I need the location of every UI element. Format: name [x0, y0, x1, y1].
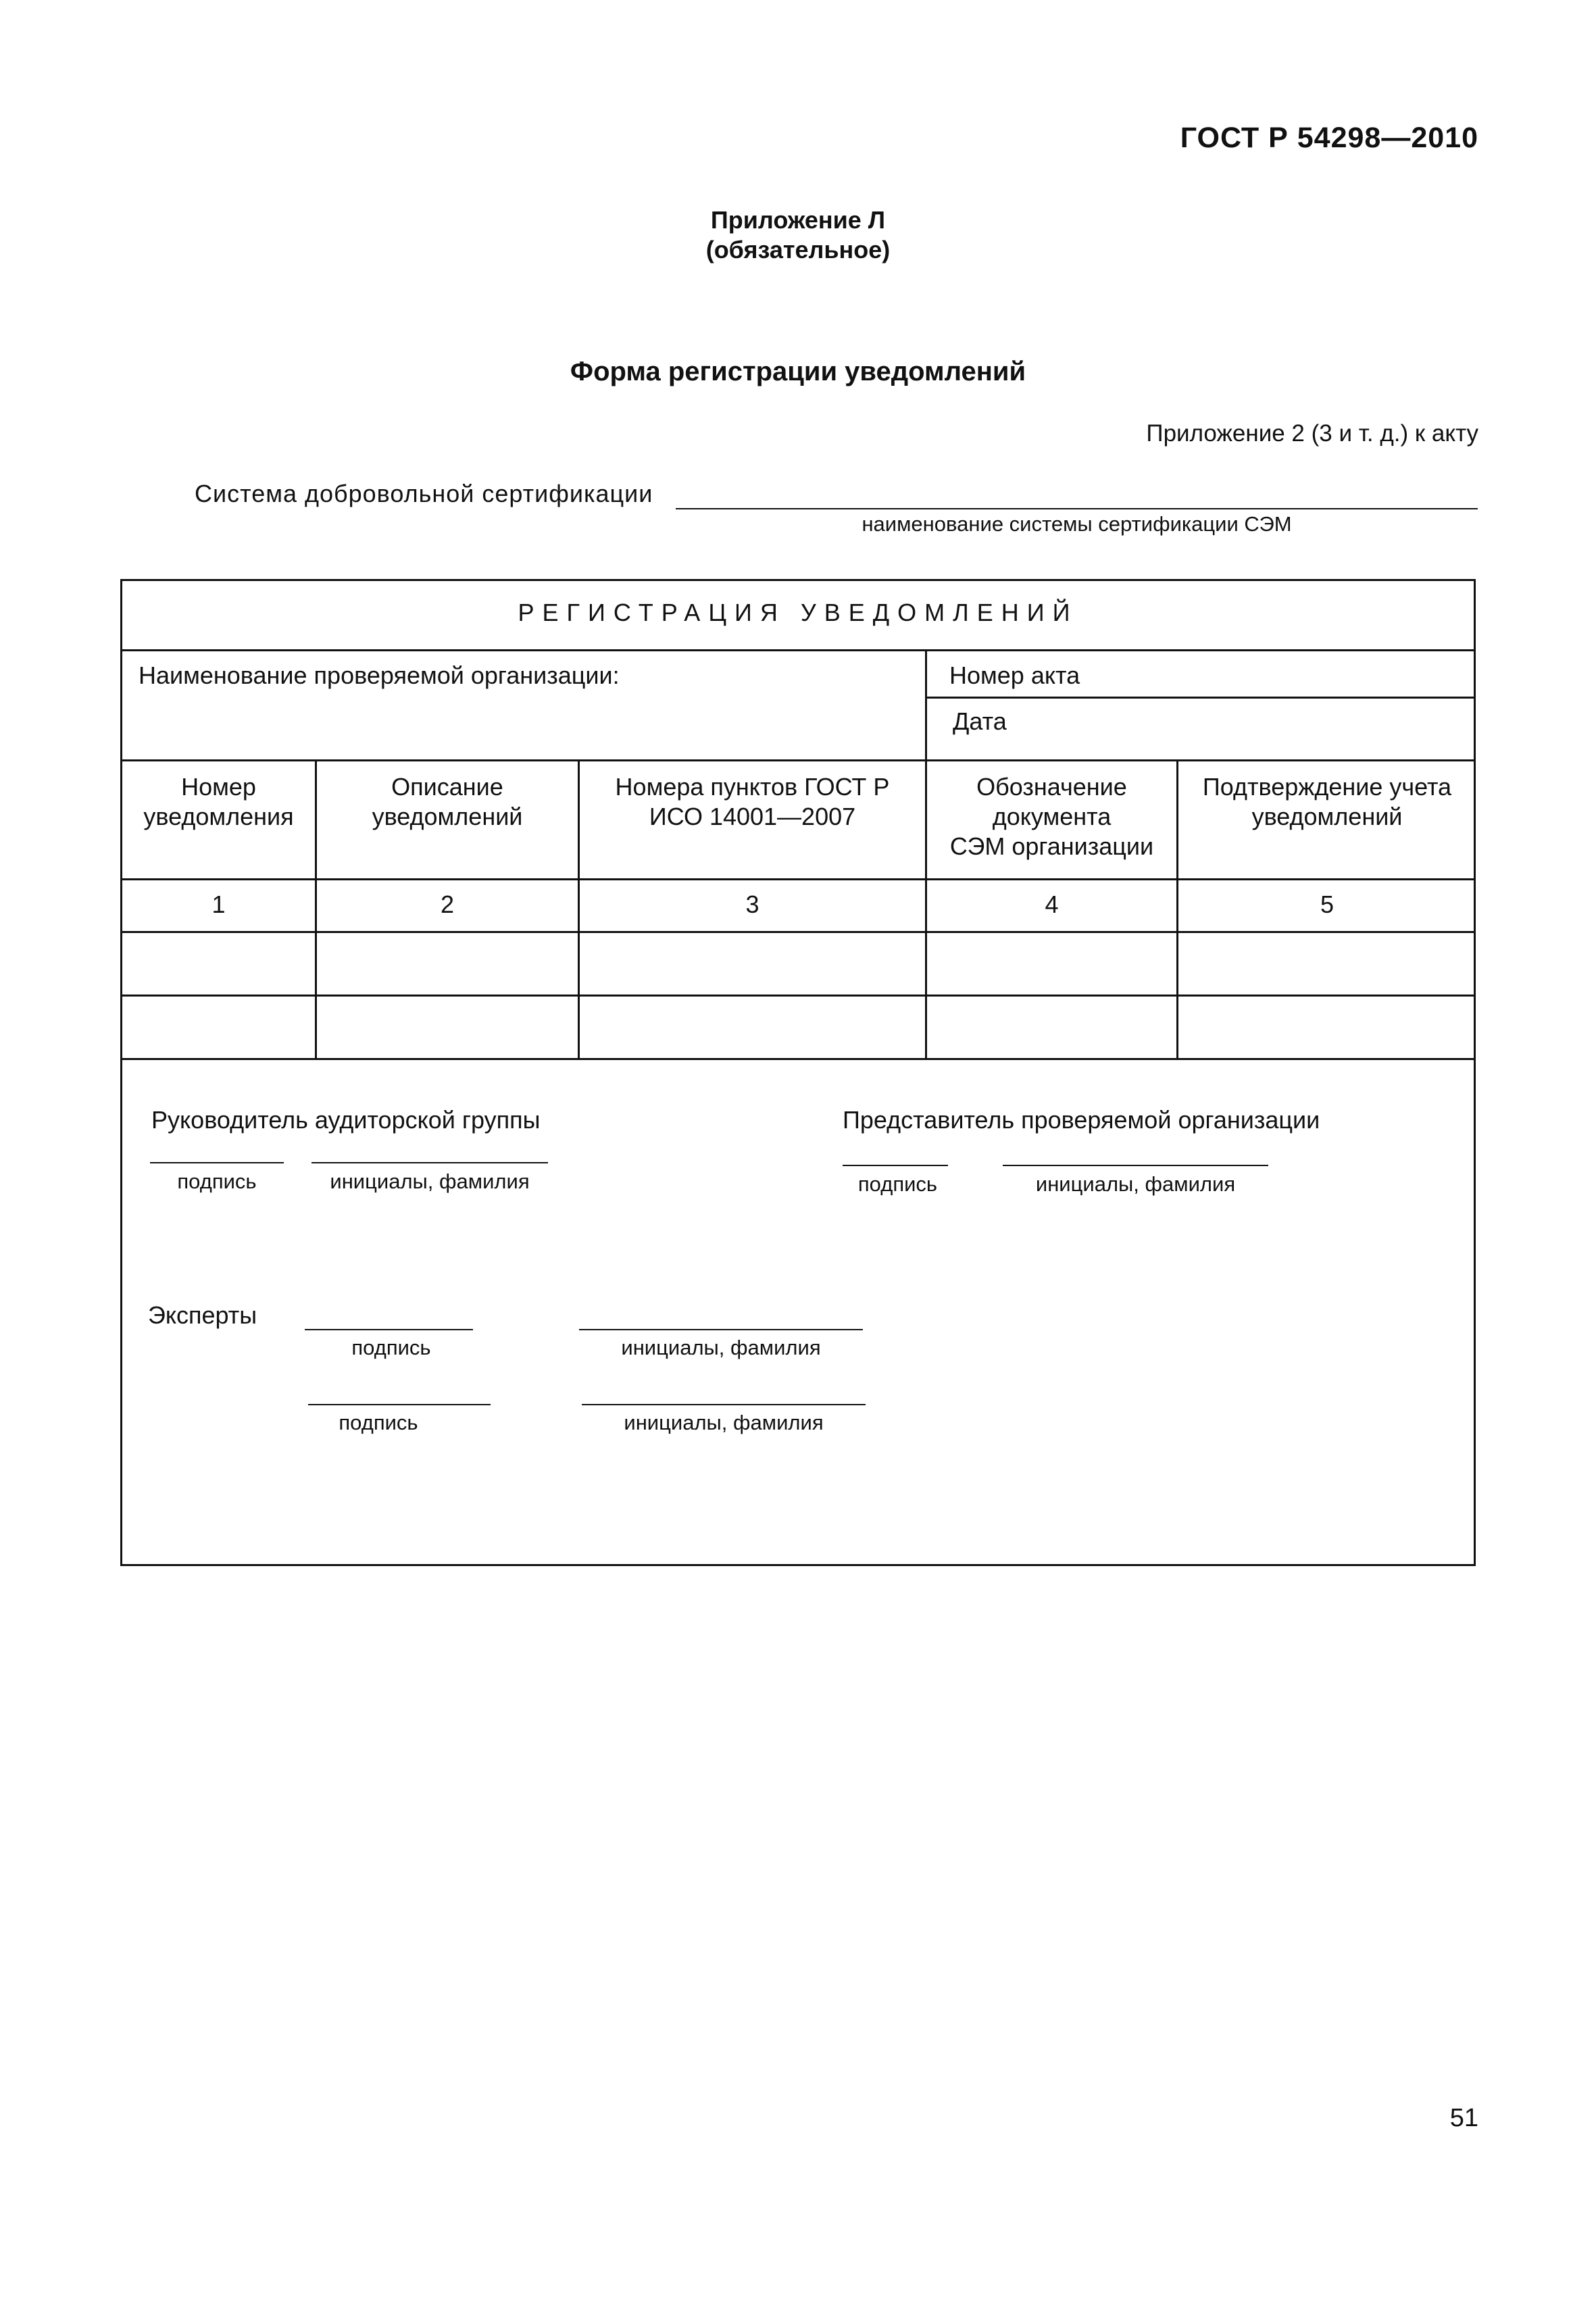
leader-name-line[interactable]: [311, 1162, 548, 1163]
column-number: 2: [440, 890, 455, 918]
name-caption: инициалы, фамилия: [1035, 1172, 1236, 1196]
signature-caption: подпись: [339, 1411, 418, 1434]
form-title: Форма регистрации уведомлений: [570, 357, 1026, 386]
audit-team-leader-label: Руководитель аудиторской группы: [151, 1106, 541, 1134]
name-caption: инициалы, фамилия: [621, 1336, 821, 1359]
table-rule: [120, 878, 1476, 880]
standard-code: ГОСТ Р 54298—2010: [1180, 122, 1478, 154]
signature-caption: подпись: [177, 1169, 257, 1193]
date-label: Дата: [953, 707, 1007, 735]
table-rule: [925, 697, 1476, 699]
representative-signature-line[interactable]: [843, 1165, 948, 1166]
column-header-ems-document: Обозначение документа СЭМ организации: [949, 773, 1154, 860]
table-rule: [120, 649, 1476, 651]
column-header-standard-clauses: Номера пунктов ГОСТ Р ИСО 14001—2007: [615, 773, 890, 830]
table-rule: [925, 649, 927, 759]
expert-signature-line[interactable]: [308, 1404, 491, 1405]
certification-system-line[interactable]: [676, 508, 1478, 509]
table-rule: [120, 759, 1476, 761]
expert-name-line[interactable]: [582, 1404, 866, 1405]
name-caption: инициалы, фамилия: [330, 1169, 530, 1193]
appendix-title: Приложение Л: [710, 206, 886, 234]
table-rule: [120, 1058, 1476, 1060]
page-number: 51: [1449, 2104, 1478, 2132]
representative-name-line[interactable]: [1003, 1165, 1268, 1166]
column-number: 1: [211, 890, 226, 918]
column-number: 4: [1045, 890, 1059, 918]
organization-representative-label: Представитель проверяемой организации: [843, 1106, 1320, 1134]
column-number: 3: [745, 890, 759, 918]
act-number-label: Номер акта: [949, 661, 1080, 689]
certification-system-label: Система добровольной сертификации: [195, 480, 653, 507]
leader-signature-line[interactable]: [150, 1162, 284, 1163]
registration-table-title: РЕГИСТРАЦИЯ УВЕДОМЛЕНИЙ: [518, 599, 1078, 626]
experts-label: Эксперты: [148, 1301, 257, 1329]
signature-caption: подпись: [351, 1336, 431, 1359]
organization-name-label: Наименование проверяемой организации:: [139, 661, 620, 689]
expert-name-line[interactable]: [579, 1329, 863, 1330]
column-header-notice-description: Описание уведомлений: [372, 773, 523, 830]
signature-caption: подпись: [857, 1172, 938, 1196]
column-number: 5: [1320, 890, 1335, 918]
table-row[interactable]: [122, 997, 1474, 1058]
attachment-reference: Приложение 2 (3 и т. д.) к акту: [1146, 420, 1478, 447]
table-row[interactable]: [122, 933, 1474, 995]
name-caption: инициалы, фамилия: [624, 1411, 824, 1434]
appendix-status: (обязательное): [705, 236, 891, 263]
expert-signature-line[interactable]: [305, 1329, 473, 1330]
column-header-notice-confirmation: Подтверждение учета уведомлений: [1202, 773, 1452, 830]
column-header-notice-number: Номер уведомления: [143, 773, 294, 830]
certification-system-caption: наименование системы сертификации СЭМ: [862, 512, 1292, 536]
